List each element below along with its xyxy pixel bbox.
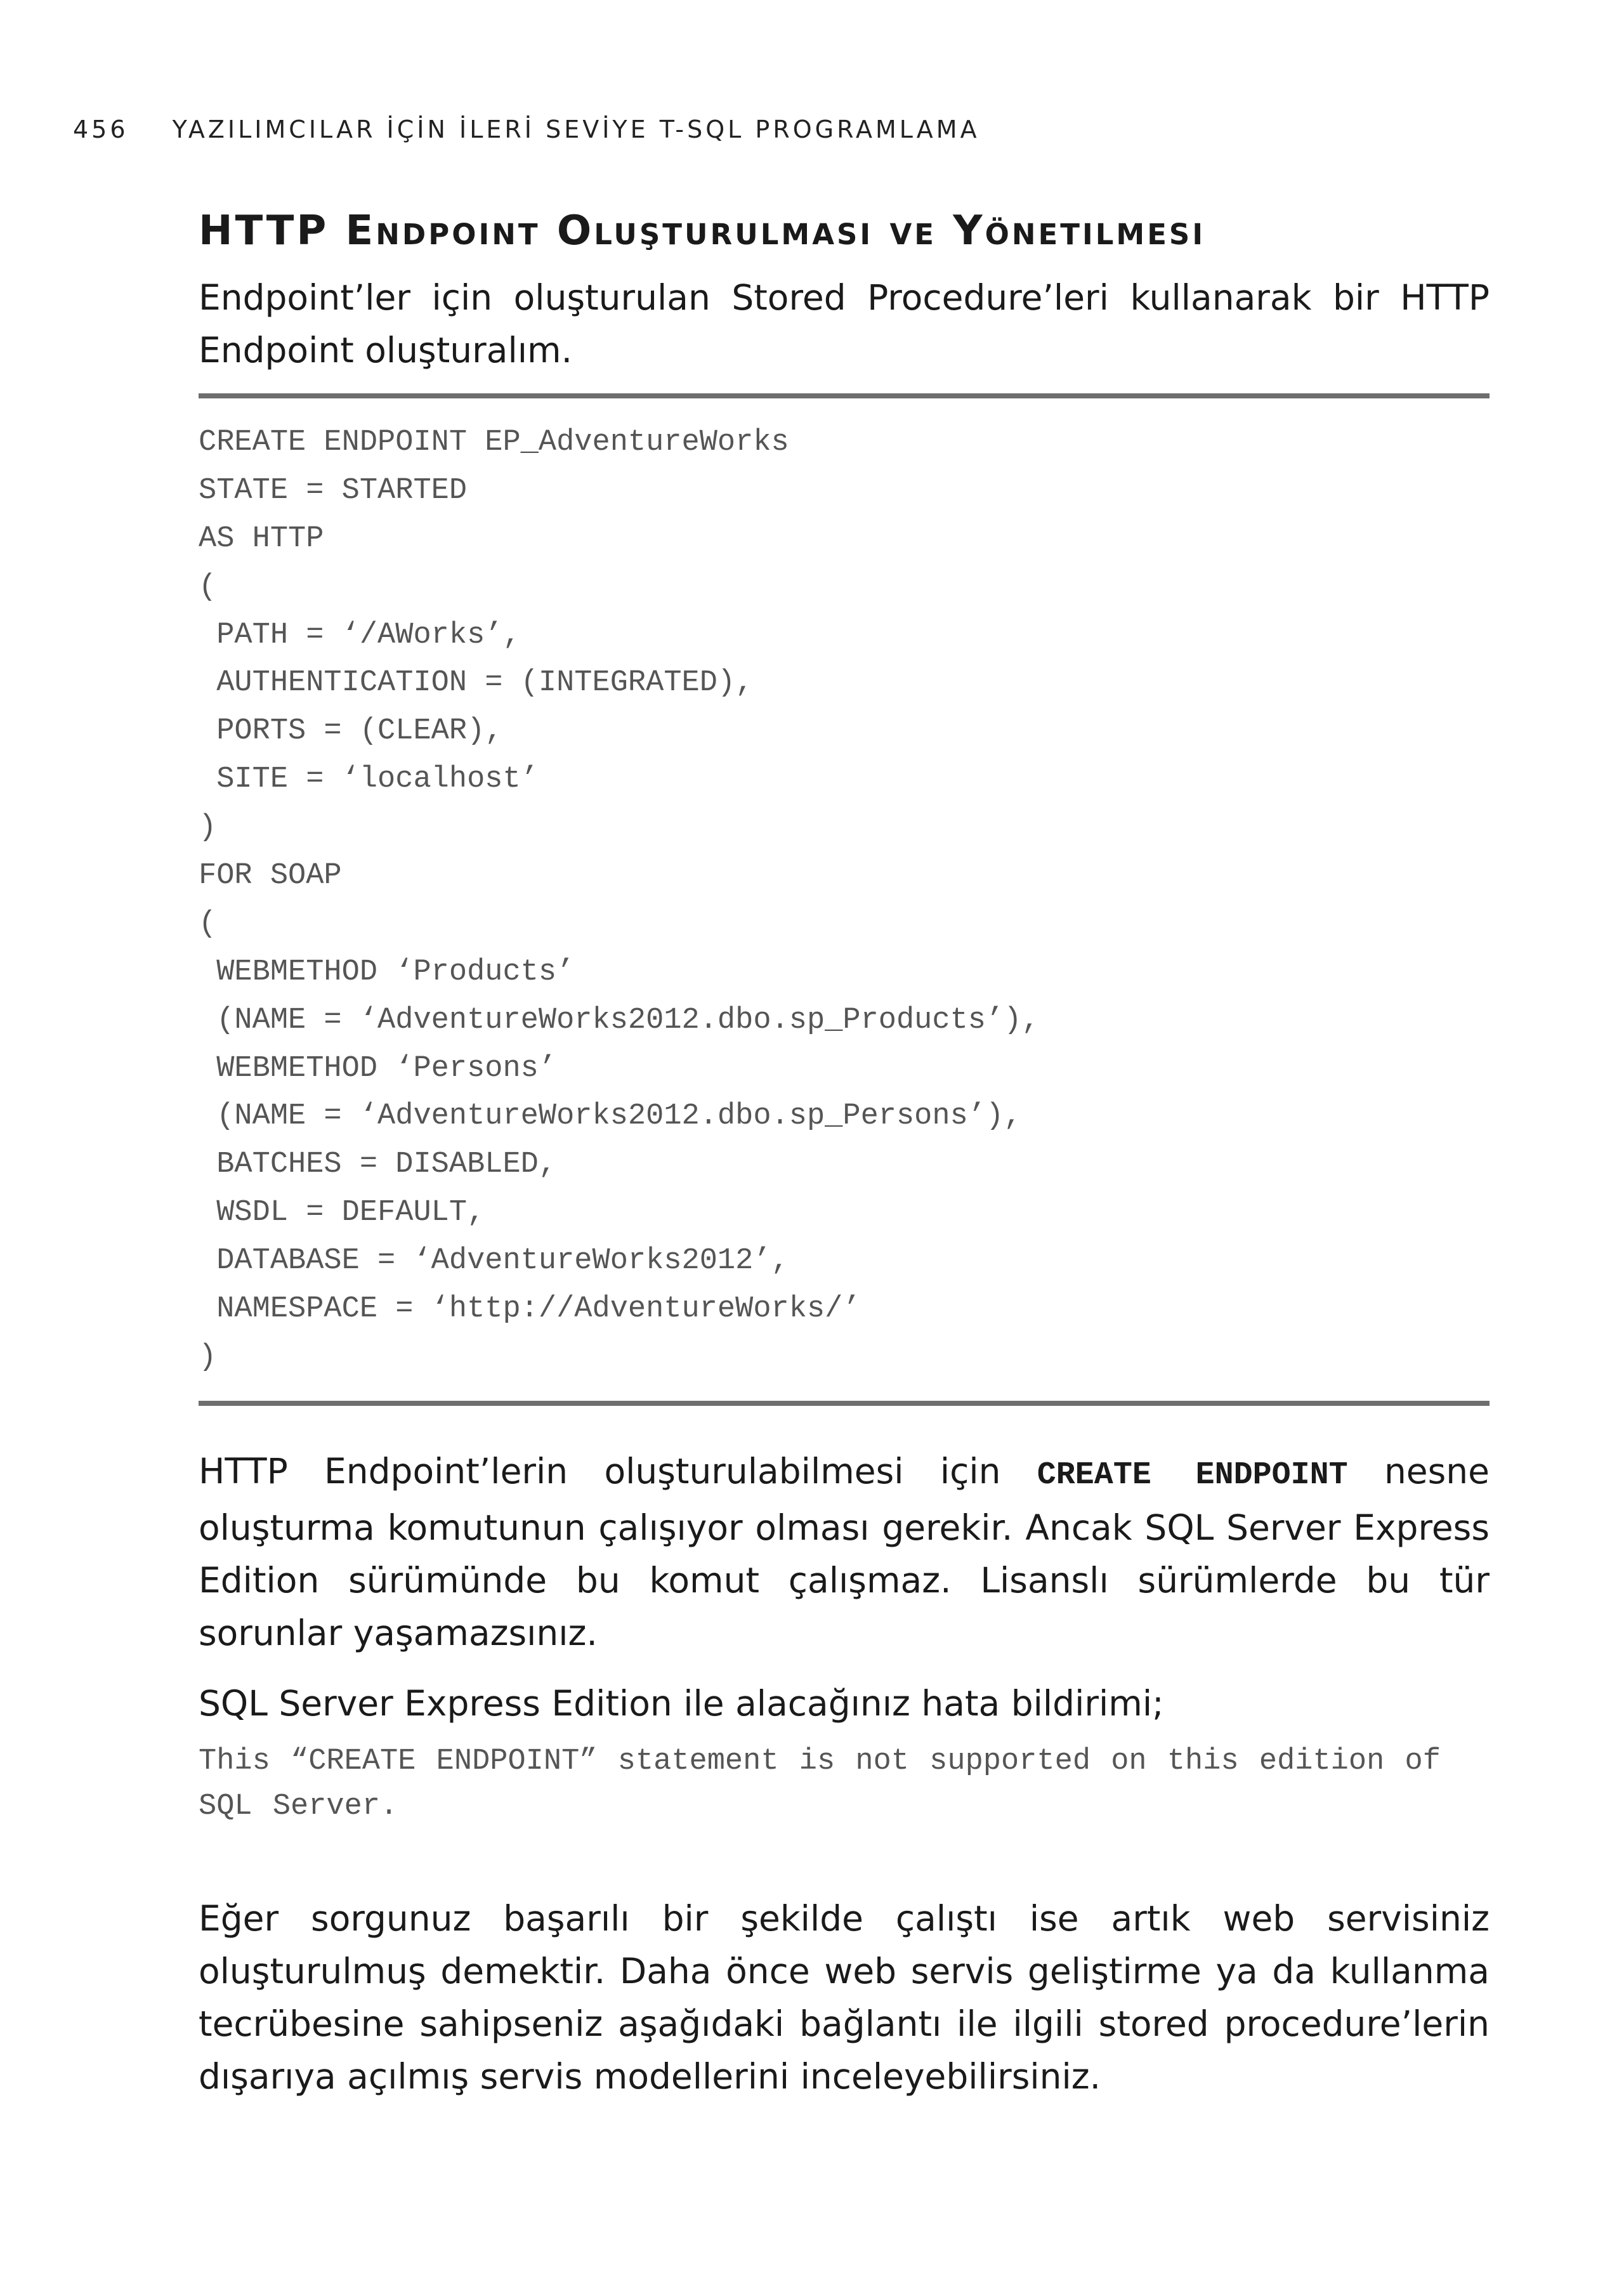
code-line: ( xyxy=(199,907,217,941)
code-line: AUTHENTICATION = (INTEGRATED), xyxy=(199,666,754,700)
code-line: WEBMETHOD ‘Persons’ xyxy=(199,1051,557,1085)
code-line: STATE = STARTED xyxy=(199,473,468,508)
code-line: DATABASE = ‘AdventureWorks2012’, xyxy=(199,1244,789,1278)
code-line: ) xyxy=(199,1340,217,1374)
code-line: PORTS = (CLEAR), xyxy=(199,714,503,749)
error-intro: SQL Server Express Edition ile alacağınız hata bildirimi; xyxy=(199,1682,1164,1724)
page-content xyxy=(199,202,1490,2103)
error-message: This “CREATE ENDPOINT” statement is not supported on this edition of SQL Server. xyxy=(199,1744,1441,1823)
requirement-paragraph xyxy=(199,1445,1490,1660)
code-line: SITE = ‘localhost’ xyxy=(199,763,539,797)
code-line: ) xyxy=(199,811,217,845)
code-line: ( xyxy=(199,570,217,604)
page-header xyxy=(73,115,980,143)
code-line: PATH = ‘/AWorks’, xyxy=(199,618,521,652)
requirement-text-before: HTTP Endpoint’lerin oluşturulabilmesi için xyxy=(199,1450,1037,1492)
code-line: CREATE ENDPOINT EP_AdventureWorks xyxy=(199,426,789,459)
requirement-text-after: nesne oluşturma komutunun çalışıyor olması gerekir. Ancak SQL Server Express Edition sürümünde bu komut çalışmaz. Lisanslı sürümlerde bu tür sorunlar yaşamazsınız. xyxy=(199,1450,1490,1653)
success-paragraph: Eğer sorgunuz başarılı bir şekilde çalıştı ise artık web servisiniz oluşturulmuş demektir. Daha önce web servis geliştirme ya da kullanma tecrübesine sahipseniz aşağıdaki bağlantı ile ilgili stored procedure’lerin dışarıya açılmış servis modellerini inceleyebilirsiniz. xyxy=(199,1898,1490,2097)
code-line: (NAME = ‘AdventureWorks2012.dbo.sp_Persons’), xyxy=(199,1099,1022,1134)
code-line: WEBMETHOD ‘Products’ xyxy=(199,955,575,989)
code-line: WSDL = DEFAULT, xyxy=(199,1196,485,1230)
section-title: HTTP Endpoint Oluşturulması ve Yönetilmesi xyxy=(199,207,1206,254)
intro-paragraph: Endpoint’ler için oluşturulan Stored Procedure’leri kullanarak bir HTTP Endpoint oluşturalım. xyxy=(199,277,1490,370)
inline-code-create-endpoint: CREATE ENDPOINT xyxy=(1037,1457,1348,1493)
code-line: BATCHES = DISABLED, xyxy=(199,1148,557,1182)
running-title: YAZILIMCILAR İÇİN İLERİ SEVİYE T-SQL PROGRAMLAMA xyxy=(172,115,980,143)
page-number: 456 xyxy=(73,115,129,143)
code-line: NAMESPACE = ‘http://AdventureWorks/’ xyxy=(199,1292,861,1327)
code-block xyxy=(199,393,1490,1406)
code-line: FOR SOAP xyxy=(199,859,342,893)
code-line: (NAME = ‘AdventureWorks2012.dbo.sp_Products’), xyxy=(199,1003,1040,1037)
code-line: AS HTTP xyxy=(199,521,324,556)
